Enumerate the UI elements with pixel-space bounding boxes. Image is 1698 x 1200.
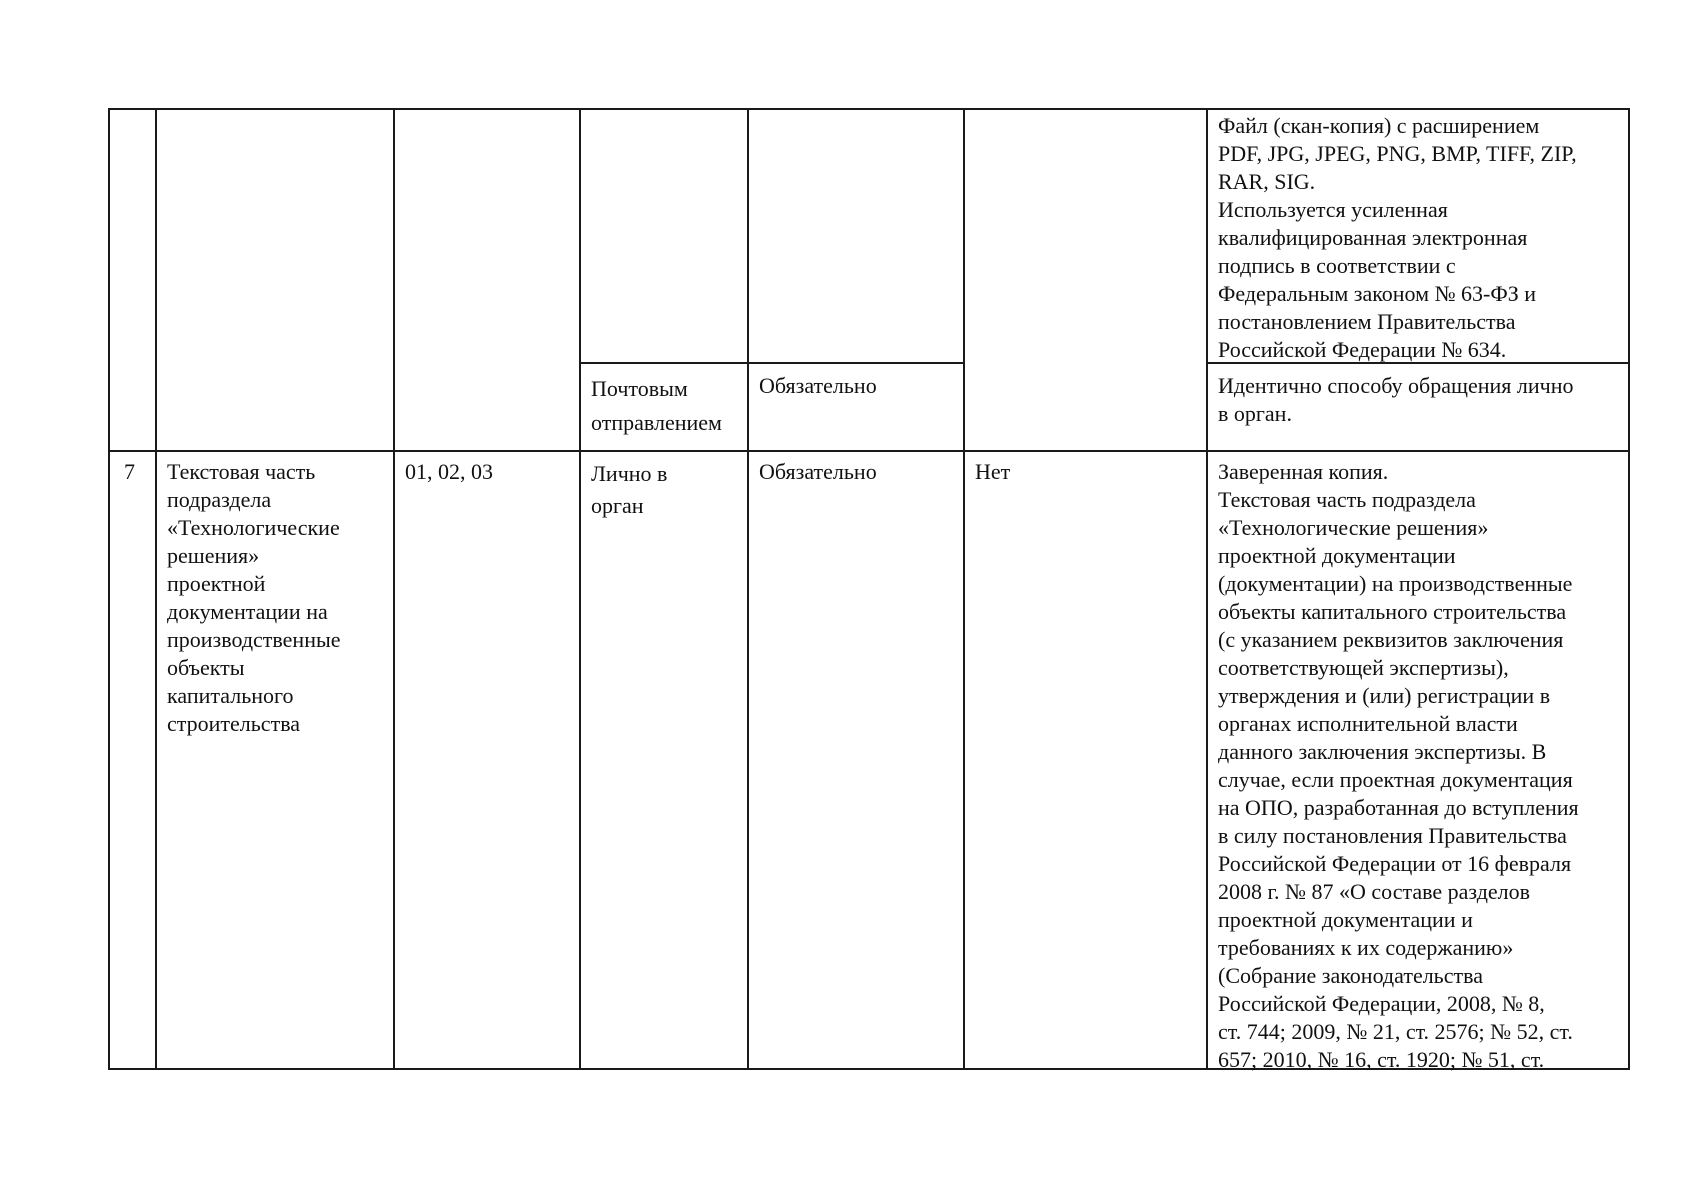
document-table — [108, 108, 1630, 1070]
column-divider — [579, 110, 581, 1068]
postal-requirement-text: Обязательно — [759, 373, 877, 398]
column-divider — [747, 110, 749, 1068]
column-divider — [963, 110, 965, 1068]
upload-requirements-text: Файл (скан-копия) с расширением PDF, JPG, JPEG, PNG, BMP, TIFF, ZIP, RAR, SIG. Используется усиленная квалифицированная электронная подпись в соответствии с Федеральным законом № 63-ФЗ и постановлением Правительства Российской Федерации № 634. — [1218, 113, 1577, 362]
method-text: Лично в орган — [591, 461, 668, 518]
requirement-text: Обязательно — [759, 459, 877, 484]
column-divider — [1206, 110, 1208, 1068]
postal-row-divider — [579, 362, 965, 364]
postal-note-text: Идентично способу обращения лично в орган. — [1218, 373, 1574, 426]
document-name-text: Текстовая часть подраздела «Технологические решения» проектной документации на производственные объекты капитального строительства — [167, 459, 341, 736]
codes-text: 01, 02, 03 — [405, 459, 493, 484]
original-needed-text: Нет — [975, 459, 1011, 484]
description-text: Заверенная копия. Текстовая часть подраздела «Технологические решения» проектной документации (документации) на производственные объекты капитального строительства (с указанием реквизитов заключения соответствующей экспертизы), утверждения и (или) регистрации в органах исполнительной власти данного заключения экспертизы. В случае, если проектная документация на ОПО, разработанная до вступления в силу постановления Правительства Российской Федерации от 16 февраля 2008 г. № 87 «О составе разделов проектной документации и требованиях к их содержанию» (Собрание законодательства Российской Федерации, 2008, № 8, ст. 744; 2009, № 21, ст. 2576; № 52, ст. 657; 2010, № 16, ст. 1920; № 51, ст. — [1218, 459, 1579, 1072]
row-divider — [110, 450, 1628, 452]
row-number: 7 — [124, 459, 135, 484]
postal-method-text: Почтовым отправлением — [591, 376, 722, 435]
column-divider — [393, 110, 395, 1068]
column-divider — [155, 110, 157, 1068]
